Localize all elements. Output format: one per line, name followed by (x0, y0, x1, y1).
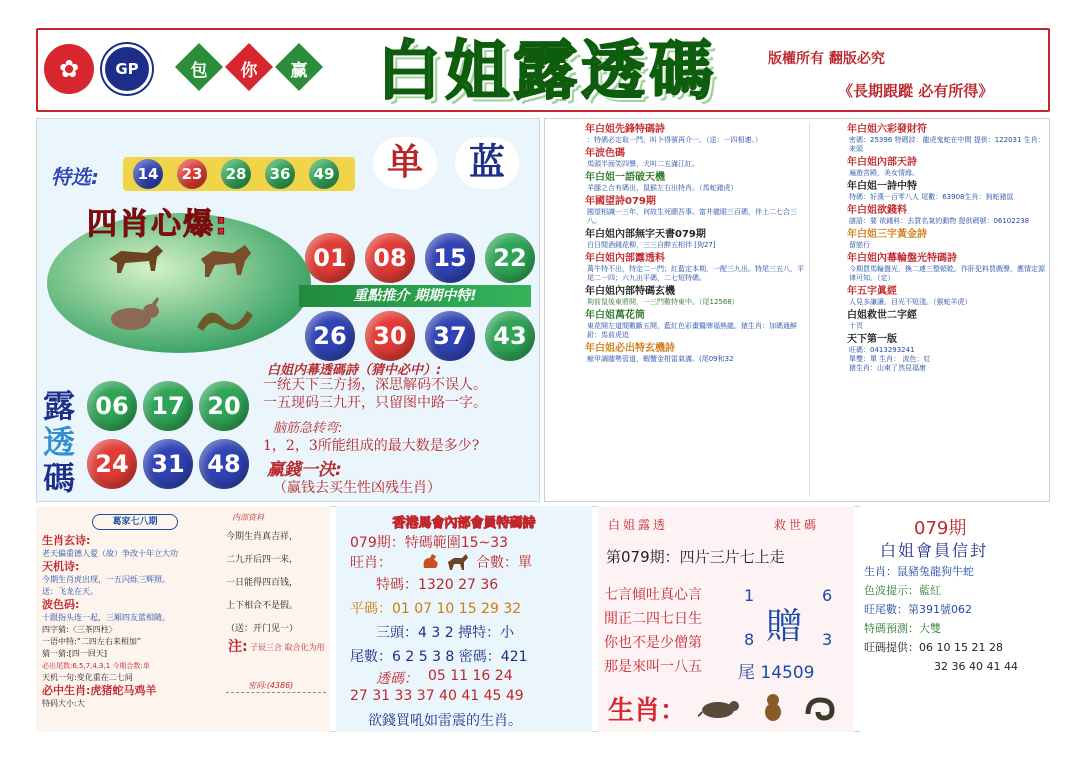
b4-panel (860, 506, 1050, 732)
section-text: 密碼：25396 特碼詩：龍虎鬼蛇在中間 提供：122031 生肖：來頭 (849, 136, 1045, 153)
rabbit-icon (105, 297, 165, 333)
slogan-text: 《長期跟蹤 必有所得》 (838, 82, 994, 100)
section-text: 旺碼：0413293241 (849, 346, 915, 354)
b3-num-4: 3 (822, 630, 833, 649)
section-text: 單雙：單 生肖： 波色：紅 (849, 355, 931, 363)
b1-secret: 密码:(4386) (248, 681, 294, 690)
b3-num-2: 6 (822, 586, 833, 605)
color-label: 蓝 (455, 137, 519, 189)
lu-ball-1: 06 (87, 381, 137, 431)
b3-issue: 第079期：四片三片七上走 (606, 548, 785, 566)
b1-right-line: 上下相合不是假。 (226, 601, 299, 611)
section-title: 年五字眞經 (847, 286, 897, 297)
lu-ball-5: 31 (143, 439, 193, 489)
b2-more: 27 31 33 37 40 41 45 49 (350, 688, 524, 704)
b1-right-title: 内部资料 (232, 513, 264, 522)
text-panel (544, 118, 1050, 502)
special-balls (133, 159, 363, 189)
b1-right-lines (226, 526, 330, 636)
four-zodiac-title: 四肖心爆: (87, 207, 229, 242)
tou-char: 透 (43, 423, 76, 461)
rooster-icon (420, 552, 442, 572)
text-col-1 (585, 121, 807, 499)
poem-line-2: 一五现码三九开，只留图中路一字。 (263, 395, 487, 411)
b3-tail: 尾 14509 (738, 663, 815, 683)
b1-lines (42, 534, 228, 730)
b2-touma: 05 11 16 24 (428, 668, 513, 684)
b3-num-1: 1 (744, 586, 755, 605)
section-title: 年白姐內部天詩 (847, 157, 917, 168)
b3-poem-3: 你也不是少僧第 (604, 635, 702, 651)
section-text: 特碼：好漢一百零八人 尾數：63908生肖：狗蛇豬鼠 (849, 193, 1014, 201)
b3-title-left: 白姐露透 (608, 518, 669, 532)
b4-issue: 079期 (914, 518, 967, 539)
bet-title: 赢錢一決: (267, 460, 342, 480)
b1-divider (226, 692, 326, 693)
b2-weishu: 尾數：6 2 5 3 8 密碼：421 (350, 649, 528, 665)
grid-ball-7: 37 (425, 311, 475, 361)
b1-line: 生肖玄诗: (42, 534, 91, 547)
diamond-char-2: 你 (240, 61, 258, 81)
header-band (36, 28, 1050, 112)
b3-num-3: 8 (744, 630, 755, 649)
main-title: 白姐露透碼 (377, 35, 717, 109)
b2-heshu: 合數：單 (476, 555, 532, 571)
grid-ball-8: 43 (485, 311, 535, 361)
dragon-icon (193, 297, 257, 337)
special-label: 特选: (51, 165, 99, 189)
section-title: 年白姐一語破天機 (585, 172, 665, 183)
section-text: 鯨甲調膝勢管道，蝦蟹金柑雷氣滿。(尾09和32 (587, 355, 734, 363)
b4-title: 白姐會員信封 (880, 541, 989, 560)
riddle-line: 1，2，3所能组成的最大数是多少? (263, 438, 480, 454)
b1-line: 必中生肖:虎猪蛇马鸡羊 (42, 684, 157, 697)
bet-line: （赢钱去买生性凶残生肖） (273, 480, 441, 496)
section-title: 白姐救世二字經 (847, 310, 917, 321)
section-text: 國望相識一三年，何故生死願吾事。富井龍眼三百碼，伴上二七合三八。 (587, 208, 797, 225)
b2-touma-label: 透碼： (376, 671, 418, 687)
b3-poem-4: 那是來叫一八五 (604, 659, 702, 675)
b1-panel (36, 506, 330, 732)
section-title: 年白姐先鋒特碼詩 (585, 124, 665, 135)
diamond-char-3: 赢 (290, 61, 308, 81)
b1-right-line: 一日能得四百钱， (226, 578, 299, 588)
b1-line: 必出尾数:6,5,7,4,3,1 今期合数:单 (42, 662, 150, 670)
lu-ball-2: 17 (143, 381, 193, 431)
grid-ball-5: 26 (305, 311, 355, 361)
section-title: 年白姐三字黃金詩 (847, 229, 927, 240)
hk-logo: ✿ (44, 44, 94, 94)
special-ball-3: 28 (221, 159, 251, 189)
b2-tema: 特碼：1320 27 36 (376, 577, 499, 593)
b1-line: 猜一猜:[四一回天] (42, 649, 107, 658)
grid-ball-2: 08 (365, 233, 415, 283)
section-title: 年白姐內部特碼玄機 (585, 286, 675, 297)
section-title: 年波色碼 (585, 148, 625, 159)
riddle-title: 脑筋急转弯: (273, 421, 343, 436)
b3-gift: 贈 (766, 606, 803, 647)
b1-line: 老天偏重德人爱（故）争改十年立大功 (42, 549, 178, 558)
b4-line: 特碼預測：大雙 (864, 622, 941, 635)
b1-title: 葛家七八期 (92, 514, 178, 530)
b1-line: 天机一句:变化重在二七间 (42, 673, 133, 682)
b1-right-line: 二九开后四一来， (226, 555, 299, 565)
b1-line: 天机诗: (42, 560, 80, 573)
b1-line: 送：飞龙在天。 (42, 587, 98, 596)
b3-poem-2: 閒正二四七日生 (604, 611, 702, 627)
grid-ball-6: 30 (365, 311, 415, 361)
section-text: ：特碼必定取一門，叫卜得號再介一。（送：一四相連。） (587, 136, 762, 144)
b3-panel (598, 506, 854, 732)
lu-ball-6: 48 (199, 439, 249, 489)
dog-icon (193, 239, 257, 283)
b4-line: 32 36 40 41 44 (934, 660, 1018, 673)
poem-line-1: 一统天下三方扬，深思解码不误人。 (263, 377, 487, 393)
section-title: 年白姐內部無字天書079期 (585, 229, 706, 240)
b1-note-text: 子辰三合 取合化为用 (250, 643, 325, 652)
b3-zodiac-label: 生肖： (608, 696, 687, 726)
b1-note-label: 注: (228, 639, 248, 655)
section-text: 遍遊宮殿，美女情緣。 (849, 169, 919, 177)
b1-line: 一语中特:“二四左右来相加” (42, 637, 141, 646)
b2-pingma: 平碼：01 07 10 15 29 32 (350, 601, 522, 617)
section-text: 萬牛特不出，特定二一門；紅藍定本期，一配三九出。特尾三五八，平尾二一四；六九出平碼，二七短特碼。 (587, 265, 804, 282)
copyright-text: 版權所有 翻版必究 (768, 51, 885, 67)
section-title: 年白姐六彩發財符 (847, 124, 927, 135)
b4-lines (864, 562, 1048, 702)
b1-line: 十跟指头连一起，三厢四友蓝相随。 (42, 613, 170, 622)
col-divider (809, 123, 810, 497)
snake-icon (804, 694, 838, 722)
b1-line: 特码大小:大 (42, 699, 85, 708)
b4-line: 生肖：鼠豬兔龍狗牛蛇 (864, 565, 974, 578)
section-text: 東花開左道閒數斷五開，藍紅色彩畫醫牌福熊龍。猿生肖：加碼通鮮 鉛：馬前虎追 (587, 322, 797, 339)
section-title: 年白姐必出特玄機詩 (585, 343, 675, 354)
section-title: 年白姐內部露透料 (585, 253, 665, 264)
text-col-2 (847, 121, 1047, 499)
special-ball-1: 14 (133, 159, 163, 189)
b1-line: 今期生肖虎出现，一五闪烁三辉照。 (42, 575, 170, 584)
section-text: 人見多謙讓，目光不短淺。（猴蛇羊虎） (849, 298, 972, 306)
b2-santou: 三頭：4 3 2 搏特：小 (376, 625, 515, 641)
b4-line: 色波提示：藍紅 (864, 584, 941, 597)
grid-ball-4: 22 (485, 233, 535, 283)
rat-icon (698, 696, 742, 720)
diamond-char-1: 包 (190, 61, 208, 81)
b3-title-right: 救世碼 (774, 518, 820, 532)
b4-line: 旺尾數：第391號062 (864, 603, 972, 616)
section-text: 夠前鼠後東將開，一三門數特東中。（尾12568） (587, 298, 739, 306)
section-text: 猿生肖：山東了然見福康 (849, 364, 926, 372)
section-text: 留戀行 (849, 241, 870, 249)
section-text: 馬頭半面笑四聲，犬叫二五滿江紅。 (587, 160, 699, 168)
section-title: 年白姐內幕輪盤光特碼詩 (847, 253, 957, 264)
b1-line: 波色码: (42, 598, 80, 611)
section-text: 謎語：要 欲錢料：去買名氣的動物 提供碼號：06102238 (849, 217, 1030, 225)
horse-small-icon (446, 552, 468, 572)
section-text: 今期買馬輪盤光，換二連三整頓乾。作肝犯料買戲聲，應情定源律可知。（定） (849, 265, 1045, 282)
special-ball-2: 23 (177, 159, 207, 189)
b1-line: 四字猜:〈三茶四柱〉 (42, 625, 117, 634)
lu-ball-4: 24 (87, 439, 137, 489)
grid-ball-1: 01 (305, 233, 355, 283)
ma-char: 碼 (43, 459, 76, 497)
gp-logo: GP (102, 44, 152, 94)
single-label: 单 (373, 137, 437, 189)
left-panel (36, 118, 540, 502)
b1-right-line: 今期生肖真吉祥， (226, 532, 299, 542)
lu-char: 露 (43, 387, 76, 425)
horse-icon (103, 241, 167, 281)
section-text: 羊腿之合有碼出，鼠猴左右出特肖。（馬蛇豬虎） (587, 184, 738, 192)
special-ball-5: 49 (309, 159, 339, 189)
poem-title: 白姐内幕透碼詩（猜中必中）: (267, 363, 442, 378)
section-title: 年白姐萬花筒 (585, 310, 645, 321)
b2-issue: 079期：特碼範圍15~33 (350, 535, 509, 551)
section-text: 十頁 (849, 322, 863, 330)
b3-poem-1: 七言傾吐真心言 (604, 587, 702, 603)
section-title: 年白姐一詩中特 (847, 181, 917, 192)
b2-footer: 欲錢買吼如雷震的生肖。 (368, 713, 522, 729)
b4-line: 旺碼提供：06 10 15 21 28 (864, 641, 1003, 654)
section-title: 年白姐欲錢料 (847, 205, 907, 216)
b2-wang-label: 旺肖： (350, 555, 392, 571)
grid-ball-3: 15 (425, 233, 475, 283)
section-title: 年國望詩079期 (585, 196, 656, 207)
b1-right-line: （送：开门见一） (226, 624, 299, 634)
special-ball-4: 36 (265, 159, 295, 189)
b2-panel (336, 506, 592, 732)
b2-title: 香港馬會內部會員特碼詩 (392, 516, 536, 531)
lu-ball-3: 20 (199, 381, 249, 431)
monkey-icon (758, 692, 788, 722)
promo-banner: 重點推介 期期中特! (299, 285, 531, 307)
section-text: 白日閒酒錢花柳，三三自醉五相伴 [狗27] (587, 241, 716, 249)
section-title: 天下第一版 (847, 334, 897, 345)
